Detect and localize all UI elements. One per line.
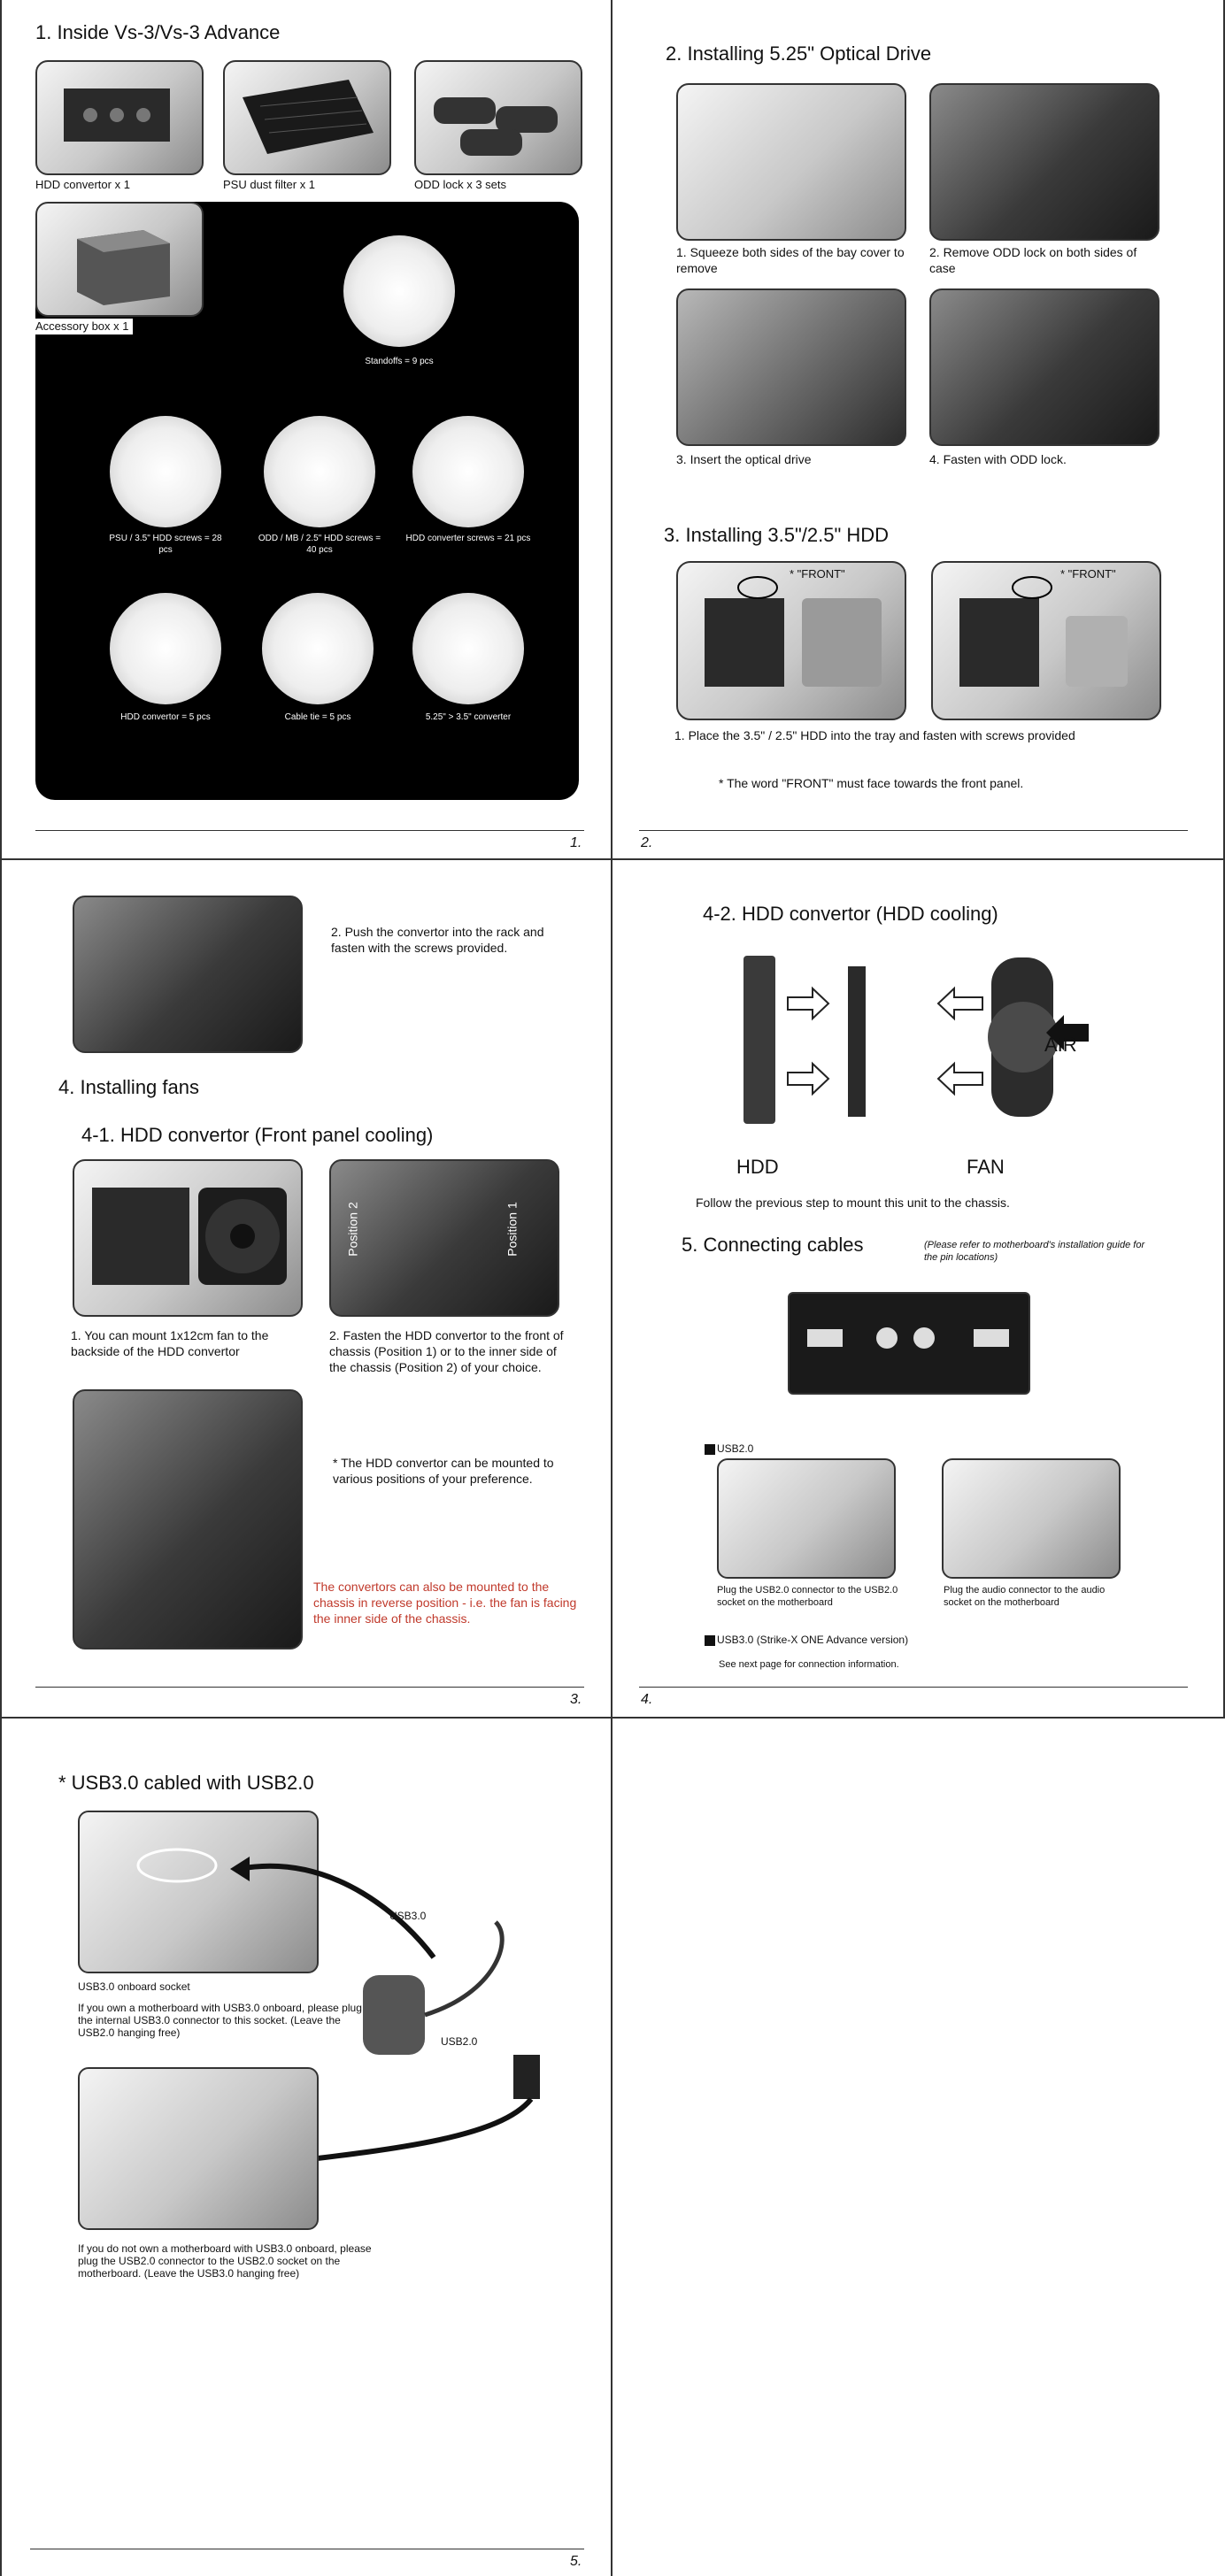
hdd-cooling-title: 4-2. HDD convertor (HDD cooling) [703,903,998,925]
psu-screws-circle [110,416,221,527]
audio-socket-photo [942,1458,1121,1579]
usb3-socket-label: USB3.0 onboard socket [78,1980,190,1993]
odd-screws-circle [264,416,375,527]
usb3-title: * USB3.0 cabled with USB2.0 [58,1772,314,1794]
optical-step1-photo [676,83,906,241]
optical-step4-text: 4. Fasten with ODD lock. [929,452,1067,466]
hdd-install-note: * The word "FRONT" must face towards the front panel. [719,776,1024,790]
hdd-convertor-circle [110,593,221,704]
optical-step2-photo [929,83,1160,241]
usb3-label-text: USB3.0 (Strike-X ONE Advance version) [717,1634,909,1646]
page1-title: 1. Inside Vs-3/Vs-3 Advance [35,21,281,43]
optical-step1-text: 1. Squeeze both sides of the bay cover to remove [676,245,905,275]
cable-tie-label: Cable tie = 5 pcs [284,712,351,722]
page4-footer-rule [639,1687,1188,1688]
page3-footer-rule [35,1687,584,1688]
page-3 [0,860,611,1717]
hdd-convertor-label: HDD convertor = 5 pcs [120,712,211,722]
usb2-caption: Plug the USB2.0 connector to the USB2.0 socket on the motherboard [717,1585,898,1608]
page2-footer-rule [639,830,1188,831]
usb2-cable-label: USB2.0 [441,2035,478,2048]
bay-converter-label: 5.25" > 3.5" converter [425,712,512,722]
cables-note: (Please refer to motherboard's installation guide for the pin locations) [924,1240,1145,1263]
page3-number: 3. [570,1692,582,1707]
chassis-positions-photo [329,1159,559,1317]
usb2-socket-photo-p5 [78,2067,319,2230]
position2-label: Position 2 [345,1202,360,1257]
page1-footer-rule [35,830,584,831]
fan-label: FAN [967,1156,1005,1178]
push-convertor-text: 2. Push the convertor into the rack and fasten with the screws provided. [331,925,544,955]
page-5 [0,1719,611,2576]
optical-title: 2. Installing 5.25" Optical Drive [666,42,932,65]
psu-dust-filter-photo [223,60,391,175]
psu-screws-label: PSU / 3.5" HDD screws = 28 pcs [109,534,222,555]
converter-screws-label: HDD converter screws = 21 pcs [405,534,531,543]
fan-mount-photo [73,1159,303,1317]
usb2-section-label [705,1442,753,1455]
reverse-note: The convertors can also be mounted to the chassis in reverse position - i.e. the fan is facing the inner side of the chassis. [313,1580,577,1626]
page5-number: 5. [570,2554,582,2569]
hdd-install-title: 3. Installing 3.5"/2.5" HDD [664,524,890,546]
usb2-bullet [705,1444,715,1455]
item-label-psu-filter: PSU dust filter x 1 [223,178,316,191]
chassis-full-photo [73,1389,303,1649]
usb3-note: See next page for connection information. [719,1659,899,1670]
hdd-25-photo [931,561,1161,720]
fans-title: 4. Installing fans [58,1076,199,1098]
follow-text: Follow the previous step to mount this unit to the chassis. [696,1196,1010,1210]
page-2 [612,0,1223,858]
converter-screws-circle [412,416,524,527]
page-4 [612,860,1223,1717]
usb3-para1: If you own a motherboard with USB3.0 onboard, please plug the internal USB3.0 connector to this socket. (Leave the USB2.0 hanging free) [78,2002,362,2039]
position-note: * The HDD convertor can be mounted to various positions of your preference. [333,1456,554,1486]
cable-tie-circle [262,593,374,704]
optical-step4-photo [929,288,1160,446]
hdd-35-photo [676,561,906,720]
fan-step1-text: 1. You can mount 1x12cm fan to the backside of the HDD convertor [71,1328,269,1358]
page2-number: 2. [641,835,653,850]
item-label-hdd-convertor: HDD convertor x 1 [35,178,130,191]
optical-step3-text: 3. Insert the optical drive [676,452,812,466]
cables-title: 5. Connecting cables [682,1234,864,1256]
optical-step2-text: 2. Remove ODD lock on both sides of case [929,245,1137,275]
page-1 [0,0,611,858]
standoffs-circle [343,235,455,347]
front-label-35: * "FRONT" [790,567,845,581]
usb3-cable-label: USB3.0 [389,1910,427,1922]
item-label-odd-lock: ODD lock x 3 sets [414,178,507,191]
fans-41-title: 4-1. HDD convertor (Front panel cooling) [81,1124,434,1146]
usb3-section-label [705,1634,908,1646]
fan-step2-text: 2. Fasten the HDD convertor to the front of chassis (Position 1) or to the inner side of the chassis (Position 2) of your choice. [329,1328,564,1374]
standoffs-label: Standoffs = 9 pcs [365,357,434,366]
usb2-socket-photo [717,1458,896,1579]
position1-label: Position 1 [505,1202,520,1257]
bay-converter-circle [412,593,524,704]
usb3-para2: If you do not own a motherboard with USB3.0 onboard, please plug the USB2.0 connector to the USB2.0 socket on the motherboard. (Leave the USB3.0 hanging free) [78,2242,372,2280]
item-label-accessory-box: Accessory box x 1 [35,319,133,334]
audio-caption: Plug the audio connector to the audio socket on the motherboard [944,1585,1106,1608]
accessory-box-photo [35,202,204,317]
optical-step3-photo [676,288,906,446]
hdd-convertor-photo [35,60,204,175]
usb3-bullet [705,1635,715,1646]
air-label: AIR [1044,1034,1077,1056]
divider-vertical-bottom [611,1717,612,2576]
front-io-photo [788,1292,1030,1395]
usb2-label-text: USB2.0 [717,1442,754,1455]
page1-number: 1. [570,835,582,850]
odd-screws-label: ODD / MB / 2.5" HDD screws = 40 pcs [258,534,381,555]
push-convertor-photo [73,896,303,1053]
page4-number: 4. [641,1692,653,1707]
hdd-install-step: 1. Place the 3.5" / 2.5" HDD into the tray and fasten with screws provided [674,728,1075,742]
front-label-25: * "FRONT" [1060,567,1116,581]
odd-lock-photo [414,60,582,175]
hdd-label: HDD [736,1156,779,1178]
